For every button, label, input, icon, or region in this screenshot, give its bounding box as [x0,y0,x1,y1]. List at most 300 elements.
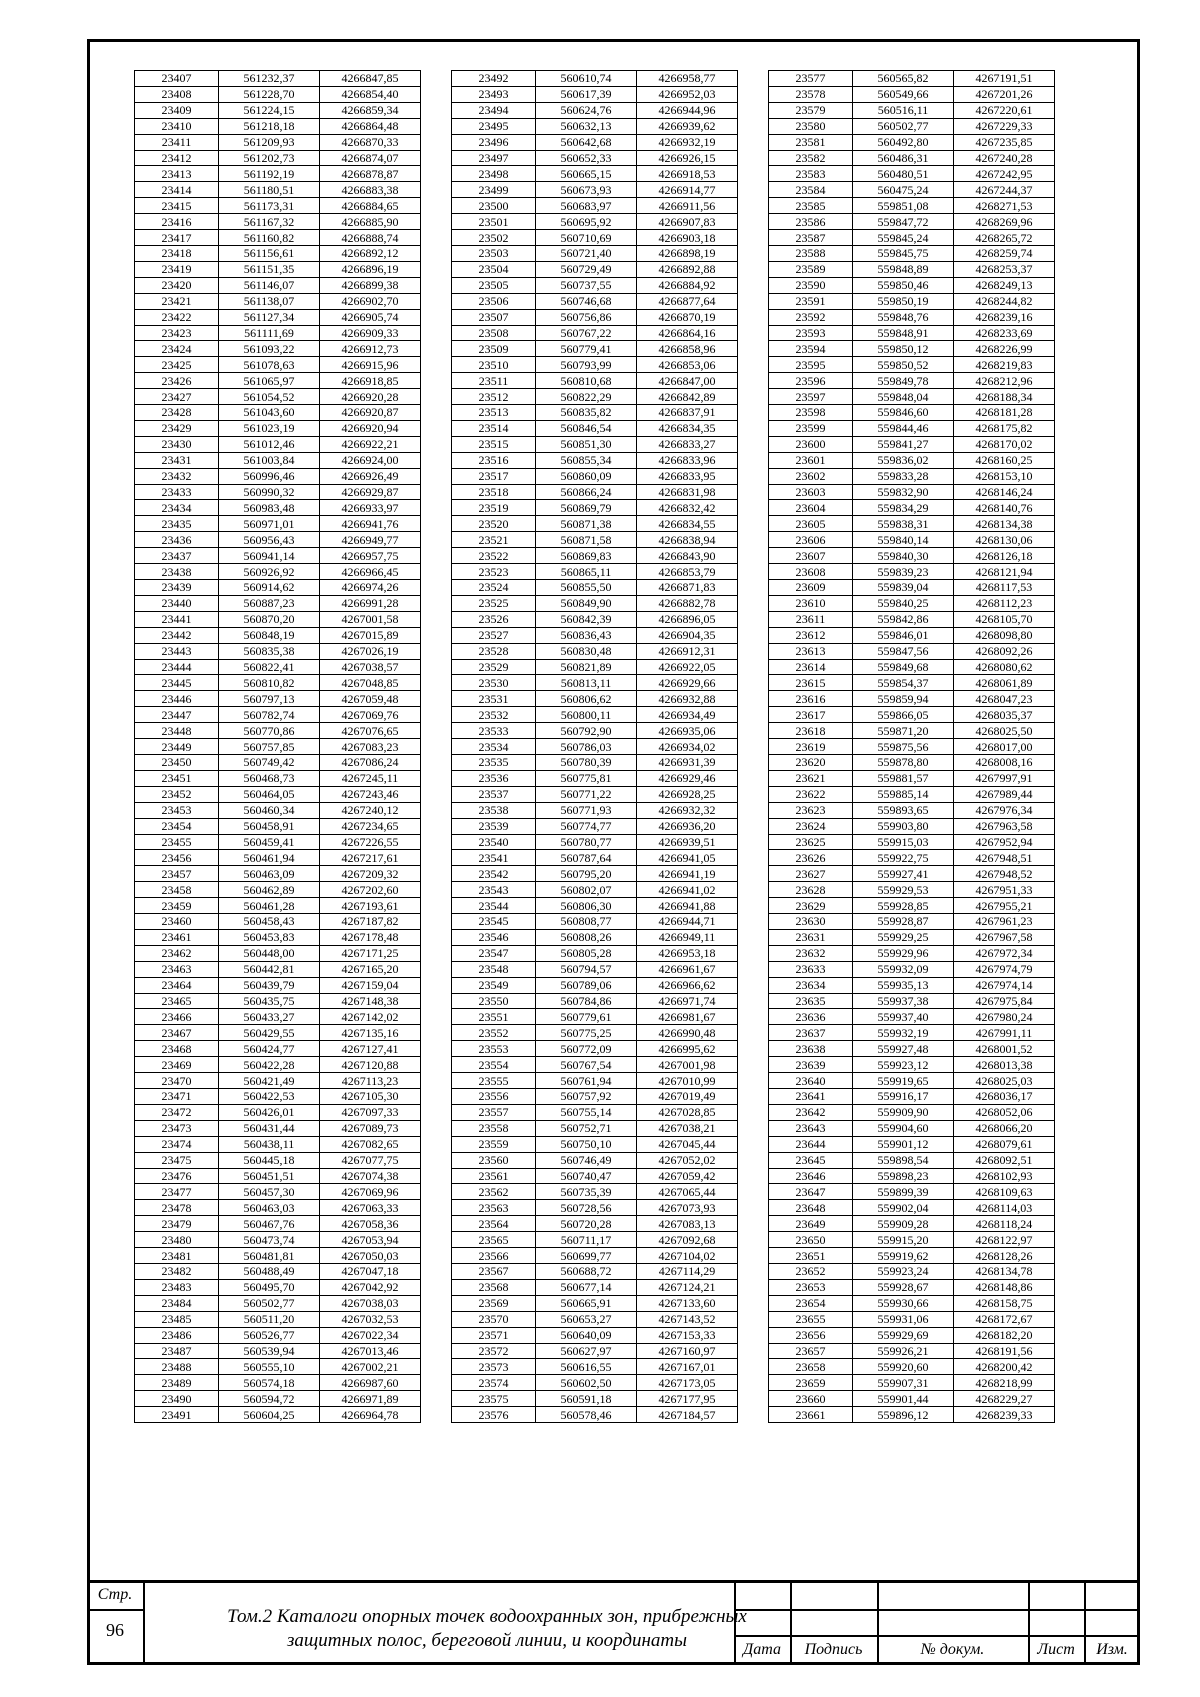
table-row [135,898,421,914]
table-row [135,1136,421,1152]
table-row [135,770,421,786]
table-row [135,325,421,341]
point-number-cell: 23642 [769,1104,853,1120]
point-number-cell: 23448 [135,723,219,739]
x-coordinate-cell: 560495,70 [219,1279,320,1295]
table-row [135,150,421,166]
x-coordinate-cell: 560813,11 [536,675,637,691]
table-row [135,86,421,102]
x-coordinate-cell: 560956,43 [219,532,320,548]
table-row [452,1168,738,1184]
x-coordinate-cell: 560775,81 [536,770,637,786]
sheet-label: Лист [1037,1641,1075,1658]
table-row [769,1009,1055,1025]
y-coordinate-cell: 4266934,02 [637,739,738,755]
x-coordinate-cell: 560782,74 [219,707,320,723]
y-coordinate-cell: 4266939,62 [637,118,738,134]
table-row [769,341,1055,357]
table-row [769,150,1055,166]
x-coordinate-cell: 561156,61 [219,245,320,261]
y-coordinate-cell: 4268146,24 [954,484,1055,500]
y-coordinate-cell: 4267059,48 [320,691,421,707]
point-number-cell: 23532 [452,707,536,723]
table-row [769,214,1055,230]
y-coordinate-cell: 4266905,74 [320,309,421,325]
x-coordinate-cell: 560822,29 [536,389,637,405]
point-number-cell: 23517 [452,468,536,484]
y-coordinate-cell: 4266920,87 [320,405,421,421]
y-coordinate-cell: 4267991,11 [954,1025,1055,1041]
point-number-cell: 23571 [452,1327,536,1343]
x-coordinate-cell: 560775,25 [536,1025,637,1041]
page-number: 96 [106,1620,124,1640]
x-coordinate-cell: 561228,70 [219,86,320,102]
x-coordinate-cell: 560578,46 [536,1407,637,1423]
table-row [135,993,421,1009]
y-coordinate-cell: 4268122,97 [954,1232,1055,1248]
x-coordinate-cell: 560786,03 [536,739,637,755]
y-coordinate-cell: 4268121,94 [954,564,1055,580]
table-row [135,182,421,198]
x-coordinate-cell: 561180,51 [219,182,320,198]
x-coordinate-cell: 559901,12 [853,1136,954,1152]
table-row [769,1120,1055,1136]
table-row [135,945,421,961]
x-coordinate-cell: 560652,33 [536,150,637,166]
x-coordinate-cell: 560871,38 [536,516,637,532]
x-coordinate-cell: 559922,75 [853,850,954,866]
x-coordinate-cell: 559836,02 [853,452,954,468]
y-coordinate-cell: 4267244,37 [954,182,1055,198]
table-row [452,834,738,850]
point-number-cell: 23432 [135,468,219,484]
point-number-cell: 23651 [769,1248,853,1264]
y-coordinate-cell: 4268158,75 [954,1295,1055,1311]
point-number-cell: 23422 [135,309,219,325]
point-number-cell: 23615 [769,675,853,691]
point-number-cell: 23492 [452,71,536,87]
x-coordinate-cell: 560565,82 [853,71,954,87]
y-coordinate-cell: 4267086,24 [320,754,421,770]
x-coordinate-cell: 559848,89 [853,261,954,277]
point-number-cell: 23544 [452,898,536,914]
table-row [769,1104,1055,1120]
table-row [769,834,1055,850]
x-coordinate-cell: 559848,91 [853,325,954,341]
x-coordinate-cell: 560539,94 [219,1343,320,1359]
y-coordinate-cell: 4266859,34 [320,102,421,118]
x-coordinate-cell: 561111,69 [219,325,320,341]
table-row [135,293,421,309]
point-number-cell: 23641 [769,1089,853,1105]
y-coordinate-cell: 4267217,61 [320,850,421,866]
y-coordinate-cell: 4267220,61 [954,102,1055,118]
x-coordinate-cell: 559926,21 [853,1343,954,1359]
table-row [452,134,738,150]
point-number-cell: 23603 [769,484,853,500]
table-row [769,818,1055,834]
table-row [769,1375,1055,1391]
point-number-cell: 23449 [135,739,219,755]
point-number-cell: 23644 [769,1136,853,1152]
point-number-cell: 23431 [135,452,219,468]
table-row [452,1359,738,1375]
y-coordinate-cell: 4267191,51 [954,71,1055,87]
x-coordinate-cell: 559844,46 [853,420,954,436]
point-number-cell: 23473 [135,1120,219,1136]
point-number-cell: 23599 [769,420,853,436]
point-number-cell: 23566 [452,1248,536,1264]
x-coordinate-cell: 560750,10 [536,1136,637,1152]
point-number-cell: 23443 [135,643,219,659]
y-coordinate-cell: 4267114,29 [637,1263,738,1279]
y-coordinate-cell: 4266888,74 [320,230,421,246]
x-coordinate-cell: 559850,12 [853,341,954,357]
y-coordinate-cell: 4267243,46 [320,786,421,802]
point-number-cell: 23441 [135,611,219,627]
y-coordinate-cell: 4267038,57 [320,659,421,675]
table-row [452,1152,738,1168]
table-row [452,691,738,707]
table-row [452,1184,738,1200]
point-number-cell: 23552 [452,1025,536,1041]
y-coordinate-cell: 4268061,89 [954,675,1055,691]
x-coordinate-cell: 559839,23 [853,564,954,580]
y-coordinate-cell: 4266903,18 [637,230,738,246]
point-number-cell: 23501 [452,214,536,230]
y-coordinate-cell: 4267001,98 [637,1057,738,1073]
point-number-cell: 23648 [769,1200,853,1216]
y-coordinate-cell: 4266939,51 [637,834,738,850]
point-number-cell: 23506 [452,293,536,309]
table-row [769,102,1055,118]
x-coordinate-cell: 560711,17 [536,1232,637,1248]
point-number-cell: 23503 [452,245,536,261]
table-row [452,389,738,405]
point-number-cell: 23618 [769,723,853,739]
x-coordinate-cell: 559902,04 [853,1200,954,1216]
y-coordinate-cell: 4266853,79 [637,564,738,580]
y-coordinate-cell: 4268025,50 [954,723,1055,739]
y-coordinate-cell: 4267201,26 [954,86,1055,102]
x-coordinate-cell: 559904,60 [853,1120,954,1136]
y-coordinate-cell: 4267026,19 [320,643,421,659]
table-row [769,357,1055,373]
point-number-cell: 23455 [135,834,219,850]
y-coordinate-cell: 4266854,40 [320,86,421,102]
point-number-cell: 23477 [135,1184,219,1200]
x-coordinate-cell: 560787,64 [536,850,637,866]
y-coordinate-cell: 4267980,24 [954,1009,1055,1025]
table-row [135,1057,421,1073]
y-coordinate-cell: 4268259,74 [954,245,1055,261]
y-coordinate-cell: 4268036,17 [954,1089,1055,1105]
point-number-cell: 23606 [769,532,853,548]
y-coordinate-cell: 4267065,44 [637,1184,738,1200]
table-row [135,802,421,818]
point-number-cell: 23605 [769,516,853,532]
point-number-cell: 23634 [769,977,853,993]
y-coordinate-cell: 4266920,94 [320,420,421,436]
y-coordinate-cell: 4268226,99 [954,341,1055,357]
table-row [769,134,1055,150]
point-number-cell: 23478 [135,1200,219,1216]
point-number-cell: 23510 [452,357,536,373]
x-coordinate-cell: 561160,82 [219,230,320,246]
table-row [769,245,1055,261]
table-row [452,548,738,564]
point-number-cell: 23607 [769,548,853,564]
point-number-cell: 23420 [135,277,219,293]
y-coordinate-cell: 4267148,38 [320,993,421,1009]
table-row [135,914,421,930]
point-number-cell: 23450 [135,754,219,770]
point-number-cell: 23444 [135,659,219,675]
x-coordinate-cell: 560774,77 [536,818,637,834]
y-coordinate-cell: 4268114,03 [954,1200,1055,1216]
document-title-line-1: Том.2 Каталоги опорных точек водоохранных зон, прибрежных [227,1606,747,1627]
table-row [769,770,1055,786]
y-coordinate-cell: 4267032,53 [320,1311,421,1327]
table-row [769,1248,1055,1264]
point-number-cell: 23550 [452,993,536,1009]
y-coordinate-cell: 4267963,58 [954,818,1055,834]
table-row [769,898,1055,914]
x-coordinate-cell: 560996,46 [219,468,320,484]
x-coordinate-cell: 560821,89 [536,659,637,675]
table-row [135,500,421,516]
table-row [135,723,421,739]
y-coordinate-cell: 4268013,38 [954,1057,1055,1073]
x-coordinate-cell: 560808,77 [536,914,637,930]
x-coordinate-cell: 560458,91 [219,818,320,834]
y-coordinate-cell: 4266941,02 [637,882,738,898]
x-coordinate-cell: 561209,93 [219,134,320,150]
y-coordinate-cell: 4268128,26 [954,1248,1055,1264]
table-row [452,71,738,87]
table-row [135,754,421,770]
table-row [452,373,738,389]
y-coordinate-cell: 4267022,34 [320,1327,421,1343]
x-coordinate-cell: 560849,90 [536,595,637,611]
x-coordinate-cell: 559907,31 [853,1375,954,1391]
x-coordinate-cell: 559916,17 [853,1089,954,1105]
x-coordinate-cell: 561093,22 [219,341,320,357]
y-coordinate-cell: 4266949,77 [320,532,421,548]
y-coordinate-cell: 4267089,73 [320,1120,421,1136]
table-row [769,1136,1055,1152]
x-coordinate-cell: 559881,57 [853,770,954,786]
x-coordinate-cell: 559840,30 [853,548,954,564]
y-coordinate-cell: 4267076,65 [320,723,421,739]
point-number-cell: 23529 [452,659,536,675]
y-coordinate-cell: 4267045,44 [637,1136,738,1152]
y-coordinate-cell: 4266864,48 [320,118,421,134]
table-row [135,834,421,850]
x-coordinate-cell: 560429,55 [219,1025,320,1041]
x-coordinate-cell: 560771,22 [536,786,637,802]
x-coordinate-cell: 560851,30 [536,436,637,452]
table-row [135,452,421,468]
table-row [769,1295,1055,1311]
y-coordinate-cell: 4267171,25 [320,945,421,961]
y-coordinate-cell: 4267967,58 [954,929,1055,945]
table-row [452,118,738,134]
x-coordinate-cell: 560767,54 [536,1057,637,1073]
table-row [135,261,421,277]
y-coordinate-cell: 4268092,51 [954,1152,1055,1168]
y-coordinate-cell: 4266953,18 [637,945,738,961]
x-coordinate-cell: 560421,49 [219,1073,320,1089]
x-coordinate-cell: 560463,03 [219,1200,320,1216]
table-row [769,993,1055,1009]
point-number-cell: 23567 [452,1263,536,1279]
point-number-cell: 23637 [769,1025,853,1041]
table-row [135,389,421,405]
x-coordinate-cell: 560492,80 [853,134,954,150]
y-coordinate-cell: 4267048,85 [320,675,421,691]
table-row [769,977,1055,993]
point-number-cell: 23539 [452,818,536,834]
y-coordinate-cell: 4267240,12 [320,802,421,818]
x-coordinate-cell: 560749,42 [219,754,320,770]
y-coordinate-cell: 4268112,23 [954,595,1055,611]
table-row [769,484,1055,500]
x-coordinate-cell: 560822,41 [219,659,320,675]
y-coordinate-cell: 4266952,03 [637,86,738,102]
y-coordinate-cell: 4268218,99 [954,1375,1055,1391]
x-coordinate-cell: 560860,09 [536,468,637,484]
point-number-cell: 23498 [452,166,536,182]
table-row [769,516,1055,532]
y-coordinate-cell: 4266884,92 [637,277,738,293]
y-coordinate-cell: 4267234,65 [320,818,421,834]
table-row [135,1089,421,1105]
y-coordinate-cell: 4268092,26 [954,643,1055,659]
x-coordinate-cell: 560442,81 [219,961,320,977]
x-coordinate-cell: 560604,25 [219,1407,320,1423]
point-number-cell: 23497 [452,150,536,166]
x-coordinate-cell: 560683,97 [536,198,637,214]
y-coordinate-cell: 4267074,38 [320,1168,421,1184]
table-row [769,580,1055,596]
y-coordinate-cell: 4267167,01 [637,1359,738,1375]
x-coordinate-cell: 560855,34 [536,452,637,468]
x-coordinate-cell: 559937,40 [853,1009,954,1025]
table-row [452,325,738,341]
point-number-cell: 23416 [135,214,219,230]
y-coordinate-cell: 4266944,96 [637,102,738,118]
point-number-cell: 23514 [452,420,536,436]
x-coordinate-cell: 560771,93 [536,802,637,818]
y-coordinate-cell: 4268118,24 [954,1216,1055,1232]
table-row [452,707,738,723]
x-coordinate-cell: 560926,92 [219,564,320,580]
x-coordinate-cell: 559929,96 [853,945,954,961]
table-row [452,1216,738,1232]
point-number-cell: 23635 [769,993,853,1009]
y-coordinate-cell: 4266911,56 [637,198,738,214]
point-number-cell: 23625 [769,834,853,850]
x-coordinate-cell: 559932,19 [853,1025,954,1041]
x-coordinate-cell: 559850,46 [853,277,954,293]
point-number-cell: 23591 [769,293,853,309]
x-coordinate-cell: 561224,15 [219,102,320,118]
point-number-cell: 23608 [769,564,853,580]
point-number-cell: 23447 [135,707,219,723]
table-row [769,548,1055,564]
y-coordinate-cell: 4268182,20 [954,1327,1055,1343]
point-number-cell: 23612 [769,627,853,643]
point-number-cell: 23645 [769,1152,853,1168]
y-coordinate-cell: 4267242,95 [954,166,1055,182]
point-number-cell: 23522 [452,548,536,564]
y-coordinate-cell: 4268140,76 [954,500,1055,516]
x-coordinate-cell: 560481,81 [219,1248,320,1264]
x-coordinate-cell: 560752,71 [536,1120,637,1136]
y-coordinate-cell: 4266912,31 [637,643,738,659]
table-row [769,961,1055,977]
point-number-cell: 23465 [135,993,219,1009]
table-row [769,1216,1055,1232]
point-number-cell: 23562 [452,1184,536,1200]
x-coordinate-cell: 560869,79 [536,500,637,516]
point-number-cell: 23512 [452,389,536,405]
table-row [452,405,738,421]
point-number-cell: 23530 [452,675,536,691]
y-coordinate-cell: 4266932,19 [637,134,738,150]
point-number-cell: 23595 [769,357,853,373]
point-number-cell: 23627 [769,866,853,882]
point-number-cell: 23411 [135,134,219,150]
point-number-cell: 23658 [769,1359,853,1375]
point-number-cell: 23559 [452,1136,536,1152]
x-coordinate-cell: 560767,22 [536,325,637,341]
x-coordinate-cell: 560746,68 [536,293,637,309]
point-number-cell: 23626 [769,850,853,866]
x-coordinate-cell: 561151,35 [219,261,320,277]
y-coordinate-cell: 4268098,80 [954,627,1055,643]
point-number-cell: 23574 [452,1375,536,1391]
table-row [135,1327,421,1343]
y-coordinate-cell: 4266914,77 [637,182,738,198]
table-row [135,675,421,691]
table-row [135,405,421,421]
y-coordinate-cell: 4267948,51 [954,850,1055,866]
table-row [452,1391,738,1407]
point-number-cell: 23576 [452,1407,536,1423]
x-coordinate-cell: 561202,73 [219,150,320,166]
y-coordinate-cell: 4266934,49 [637,707,738,723]
point-number-cell: 23557 [452,1104,536,1120]
y-coordinate-cell: 4268212,96 [954,373,1055,389]
x-coordinate-cell: 559898,54 [853,1152,954,1168]
y-coordinate-cell: 4267184,57 [637,1407,738,1423]
x-coordinate-cell: 561065,97 [219,373,320,389]
x-coordinate-cell: 560516,11 [853,102,954,118]
y-coordinate-cell: 4268001,52 [954,1041,1055,1057]
signature-label: Подпись [804,1641,863,1658]
title-block [87,1580,1140,1665]
x-coordinate-cell: 560549,66 [853,86,954,102]
y-coordinate-cell: 4266896,19 [320,261,421,277]
y-coordinate-cell: 4268079,61 [954,1136,1055,1152]
table-row [135,627,421,643]
x-coordinate-cell: 560780,39 [536,754,637,770]
point-number-cell: 23433 [135,484,219,500]
y-coordinate-cell: 4267050,03 [320,1248,421,1264]
x-coordinate-cell: 559929,25 [853,929,954,945]
